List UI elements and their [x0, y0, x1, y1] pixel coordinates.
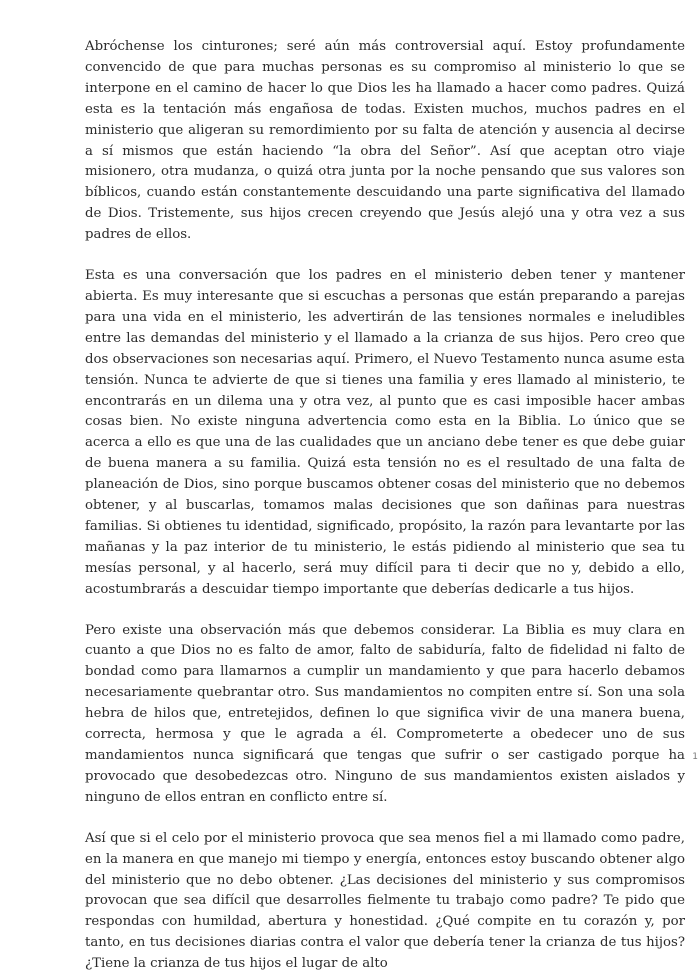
paragraph-4: Así que si el celo por el ministerio provoca que sea menos fiel a mi llamado como padre, en la manera en que manejo mi tiempo y energía, entonces estoy buscando obtener algo del ministerio que no debo obtener. ¿Las decisiones del ministerio y sus compromisos provocan que sea difícil que desarrolles fielmente tu trabajo como padre? Te pido que respondas con humildad, abertura y honestidad. ¿Qué compite en tu corazón y, por tanto, en tus decisiones diarias contra el valor que debería tener la crianza de tus hijos? ¿Tiene la crianza de tus hijos el lugar de alto	[85, 830, 685, 972]
page-number: 1	[692, 752, 698, 762]
paragraph-3: Pero existe una observación más que debemos considerar. La Biblia es muy clara en cuanto a que Dios no es falto de amor, falto de sabiduría, falto de fidelidad ni falto de bondad como para llamarnos a cumplir un mandamiento y que para hacerlo debamos necesariamente quebrantar otro. Sus mandamientos no compiten entre sí. Son una sola hebra de hilos que, entretejidos, definen lo que significa vivir de una manera buena, correcta, hermosa y que le agrada a él. Comprometerte a obedecer uno de sus mandamientos nunca significará que tengas que sufrir o ser castigado porque ha provocado que desobedezcas otro. Ninguno de sus mandamientos existen aislados y ninguno de ellos entran en conflicto entre sí.	[85, 622, 685, 805]
paragraph-1: Abróchense los cinturones; seré aún más controversial aquí. Estoy profundamente convencido de que para muchas personas es su compromiso al ministerio lo que se interpone en el camino de hacer lo que Dios les ha llamado a hacer como padres. Quizá esta es la tentación más engañosa de todas. Existen muchos, muchos padres en el ministerio que aligeran su remordimiento por su falta de atención y ausencia al decirse a sí mismos que están haciendo “la obra del Señor”. Así que aceptan otro viaje misionero, otra mudanza, o quizá otra junta por la noche pensando que sus valores son bíblicos, cuando están constantemente descuidando una parte significativa del llamado de Dios. Tristemente, sus hijos crecen creyendo que Jesús alejó una y otra vez a sus padres de ellos.	[85, 39, 685, 243]
document-body	[85, 37, 685, 975]
paragraph-2: Esta es una conversación que los padres en el ministerio deben tener y mantener abierta. Es muy interesante que si escuchas a personas que están preparando a parejas para una vida en el ministerio, les advertirán de las tensiones normales e ineludibles entre las demandas del ministerio y el llamado a la crianza de sus hijos. Pero creo que dos observaciones son necesarias aquí. Primero, el Nuevo Testamento nunca asume esta tensión. Nunca te advierte de que si tienes una familia y eres llamado al ministerio, te encontrarás en un dilema una y otra vez, al punto que es casi imposible hacer ambas cosas bien. No existe ninguna advertencia como esta en la Biblia. Lo único que se acerca a ello es que una de las cualidades que un anciano debe tener es que debe guiar de buena manera a su familia. Quizá esta tensión no es el resultado de una falta de planeación de Dios, sino porque buscamos obtener cosas del ministerio que no debemos obtener, y al buscarlas, tomamos malas decisiones que son dañinas para nuestras familias. Si obtienes tu identidad, significado, propósito, la razón para levantarte por las mañanas y la paz interior de tu ministerio, le estás pidiendo al ministerio que sea tu mesías personal, y al hacerlo, será muy difícil para ti decir que no y, debido a ello, acostumbrarás a descuidar tiempo importante que deberías dedicarle a tus hijos.	[85, 268, 685, 597]
